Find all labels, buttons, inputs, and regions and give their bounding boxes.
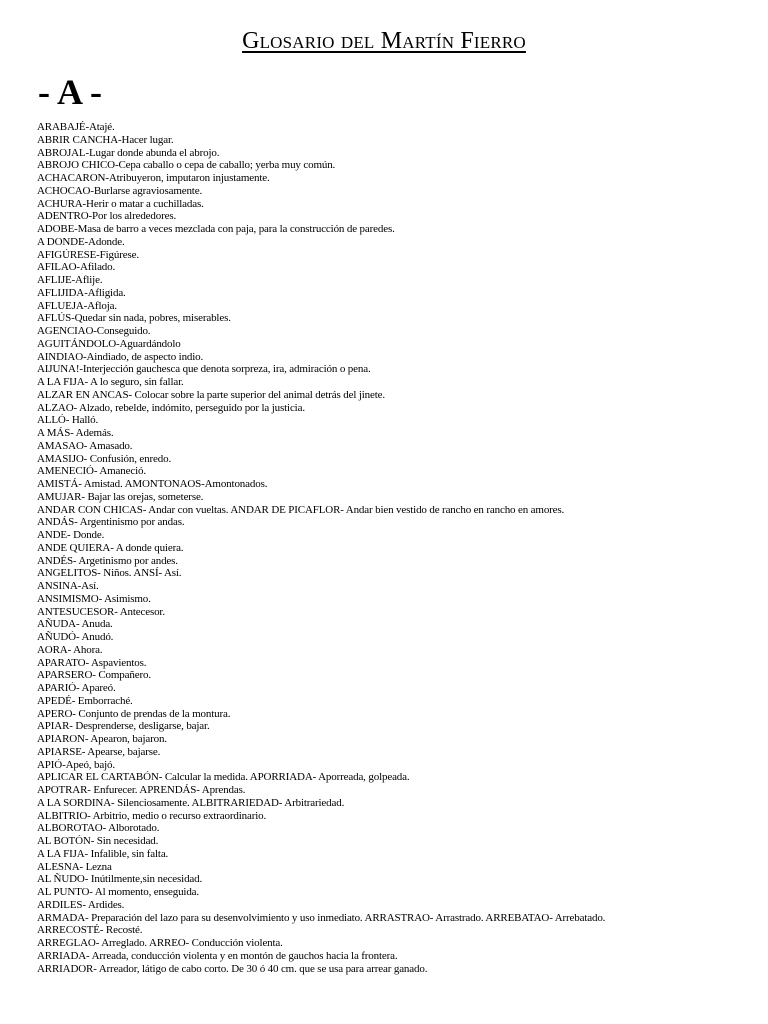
glossary-entry: ALBITRIO- Arbitrio, medio o recurso extraordinario. [37, 809, 267, 822]
glossary-entry: ANDAR CON CHICAS- Andar con vueltas. ANDAR DE PICAFLOR- Andar bien vestido de rancho en rancho en amores. [37, 503, 565, 516]
glossary-entry: ANSIMISMO- Asimismo. [37, 592, 151, 605]
glossary-entry: AGENCIAO-Conseguido. [37, 325, 151, 337]
glossary-entry: AMENECIÓ- Amaneció. [37, 465, 146, 478]
glossary-entry: AFLÚS-Quedar sin nada, pobres, miserables. [37, 312, 231, 325]
glossary-entry: ABROJAL-Lugar donde abunda el abrojo. [37, 146, 220, 159]
glossary-entry: APIAR- Desprenderse, desligarse, bajar. [37, 720, 210, 733]
glossary-entry: APOTRAR- Enfurecer. APRENDÁS- Aprendas. [37, 784, 246, 796]
glossary-entry: APEDÉ- Emborraché. [37, 694, 133, 707]
glossary-entry: ARDILES- Ardides. [37, 898, 125, 911]
glossary-entry: A LA SORDINA- Silenciosamente. ALBITRARIEDAD- Arbitrariedad. [37, 796, 345, 809]
glossary-entry: AÑUDÓ- Anudó. [37, 631, 114, 643]
glossary-entry: AFLUEJA-Afloja. [37, 299, 117, 312]
glossary-entry: ANDÉS- Argetinismo por andes. [37, 554, 178, 567]
glossary-entry: ANSINA-Así. [37, 580, 99, 592]
glossary-entry: ABRIR CANCHA-Hacer lugar. [37, 133, 174, 146]
glossary-entry: AMASIJO- Confusión, enredo. [37, 452, 172, 465]
glossary-entry: ARREGLAO- Arreglado. ARREO- Conducción violenta. [37, 937, 283, 949]
glossary-entry: AFIGÚRESE-Figúrese. [37, 248, 139, 261]
glossary-entry: AMISTÁ- Amistad. AMONTONAOS-Amontonados. [37, 478, 268, 490]
glossary-entry: AMASAO- Amasado. [37, 439, 133, 452]
glossary-entry: ANDE QUIERA- A donde quiera. [37, 541, 184, 554]
glossary-entry: ALLÓ- Halló. [37, 414, 99, 427]
glossary-entry: AL PUNTO- Al momento, enseguida. [37, 886, 200, 898]
glossary-entry: ARRIADA- Arreada, conducción violenta y en montón de gauchos hacia la frontera. [37, 949, 398, 962]
glossary-entry: APIÓ-Apeó, bajó. [37, 758, 115, 771]
glossary-entry: ANGELITOS- Niños. ANSÍ- Así. [37, 567, 182, 580]
section-letter-heading: - A - [38, 72, 103, 112]
glossary-entry: A DONDE-Adonde. [37, 235, 125, 248]
glossary-entry: ANTESUCESOR- Antecesor. [37, 605, 165, 618]
glossary-entry: ADOBE-Masa de barro a veces mezclada con paja, para la construcción de paredes. [37, 223, 395, 235]
glossary-entry: ABROJO CHICO-Cepa caballo o cepa de caballo; yerba muy común. [37, 159, 336, 172]
glossary-entry: ALBOROTAO- Alborotado. [37, 822, 160, 835]
glossary-entry: AFILAO-Afilado. [37, 261, 116, 274]
glossary-entry: AORA- Ahora. [37, 643, 103, 656]
glossary-entry: APIARSE- Apearse, bajarse. [37, 745, 161, 758]
glossary-entry: AGUITÁNDOLO-Aguardándolo [37, 337, 181, 350]
glossary-entry: AINDIAO-Aindiado, de aspecto indio. [37, 350, 204, 363]
glossary-entry: AMUJAR- Bajar las orejas, someterse. [37, 490, 204, 503]
glossary-entry: ACHACARON-Atribuyeron, imputaron injustamente. [37, 172, 270, 184]
glossary-entry: APARSERO- Compañero. [37, 669, 151, 682]
glossary-entry: ARRECOSTÉ- Recosté. [37, 924, 143, 937]
glossary-entry: AIJUNA!-Interjección gauchesca que denota sorpreza, ira, admiración o pena. [37, 363, 371, 376]
document-title: Glosario del Martín Fierro [242, 28, 526, 54]
glossary-entry: ALZAO- Alzado, rebelde, indómito, perseguido por la justicia. [37, 401, 305, 414]
glossary-entry: AL ÑUDO- Inútilmente,sin necesidad. [37, 873, 203, 886]
glossary-entry: ADENTRO-Por los alrededores. [37, 210, 177, 223]
glossary-entry: AFLIJIDA-Afligida. [37, 286, 126, 299]
glossary-entry: A LA FIJA- Infalible, sin falta. [37, 847, 169, 860]
glossary-entry: APLICAR EL CARTABÓN- Calcular la medida. APORRIADA- Aporreada, golpeada. [37, 771, 410, 784]
glossary-entry: ACHOCAO-Burlarse agraviosamente. [37, 184, 203, 197]
glossary-entry: ARRIADOR- Arreador, látigo de cabo corto. De 30 ó 40 cm. que se usa para arrear ganado. [37, 962, 428, 975]
glossary-entry: AFLIJE-Aflije. [37, 274, 103, 286]
glossary-entry: APARATO- Aspavientos. [37, 656, 147, 669]
glossary-entry: ANDÁS- Argentinismo por andas. [37, 516, 185, 529]
glossary-entry-list [37, 121, 762, 975]
glossary-entry: A MÁS- Además. [37, 427, 114, 439]
glossary-entry: ALESNA- Lezna [37, 860, 112, 873]
glossary-entry: ALZAR EN ANCAS- Colocar sobre la parte superior del animal detrás del jinete. [37, 388, 385, 401]
glossary-entry: APERO- Conjunto de prendas de la montura. [37, 707, 231, 720]
glossary-entry: APIARON- Apearon, bajaron. [37, 733, 167, 745]
glossary-entry: ANDE- Donde. [37, 529, 105, 541]
glossary-entry: ARABAJÉ-Atajé. [37, 121, 115, 133]
glossary-entry: AL BOTÓN- Sin necesidad. [37, 835, 159, 847]
glossary-entry: A LA FIJA- A lo seguro, sin fallar. [37, 376, 184, 388]
glossary-entry: APARIÓ- Apareó. [37, 682, 116, 694]
glossary-entry: AÑUDA- Anuda. [37, 618, 113, 631]
glossary-entry: ACHURA-Herir o matar a cuchilladas. [37, 197, 204, 210]
glossary-entry: ARMADA- Preparación del lazo para su desenvolvimiento y uso inmediato. ARRASTRAO- Arrastrado. ARREBATAO- Arrebatado. [37, 911, 606, 924]
